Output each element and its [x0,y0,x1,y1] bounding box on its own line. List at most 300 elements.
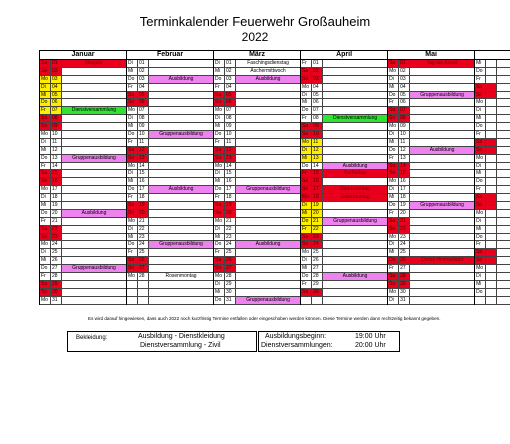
day-number: 25 [311,249,322,257]
weekday: So [127,155,137,163]
weekday: Mi [475,170,485,178]
event [322,297,387,305]
day-cell [213,147,300,155]
day-cell [300,265,387,273]
weekday: Fr [475,76,485,84]
day-number: 13 [224,155,235,163]
event [322,84,387,92]
event [235,163,300,171]
event [409,107,474,115]
day-number: 01 [224,60,235,68]
day-number [485,210,496,218]
event [61,178,126,186]
weekday: So [301,131,311,139]
event: Gruppenausbildung [409,92,474,100]
day-cell [474,84,510,92]
day-cell [300,92,387,100]
weekday: Fr [40,218,50,226]
assembly-start-label: Dienstversammlungen: [261,342,333,349]
weekday: Do [388,257,398,265]
event [148,107,213,115]
weekday: Di [127,226,137,234]
day-cell [126,131,213,139]
day-cell [387,170,474,178]
event [148,68,213,76]
weekday: Fr [127,194,137,202]
day-cell [387,84,474,92]
weekday: So [388,60,398,68]
weekday: Mo [214,273,224,281]
day-number [485,234,496,242]
event [322,139,387,147]
day-number: 03 [224,76,235,84]
weekday: So [388,226,398,234]
day-cell [300,297,387,305]
day-cell [213,139,300,147]
day-cell [126,123,213,131]
day-cell [213,84,300,92]
day-number: 11 [311,139,322,147]
weekday: So [214,210,224,218]
table-row [39,186,510,194]
day-number: 20 [398,210,409,218]
weekday: Sa [301,234,311,242]
event [496,115,510,123]
weekday: Do [214,241,224,249]
day-cell [474,234,510,242]
day-number: 06 [224,99,235,107]
weekday: Di [301,202,311,210]
day-number [137,281,148,289]
day-cell [474,273,510,281]
day-number [485,107,496,115]
event [148,210,213,218]
day-cell [300,170,387,178]
day-number [311,297,322,305]
day-number: 06 [398,99,409,107]
event [148,265,213,273]
event [148,226,213,234]
event [409,289,474,297]
event [61,123,126,131]
day-number: 22 [398,226,409,234]
table-row [39,241,510,249]
day-number: 07 [50,107,61,115]
event [235,226,300,234]
event [61,289,126,297]
day-cell [39,131,126,139]
month-header: März [213,50,300,60]
event [61,297,126,305]
weekday: Mi [40,202,50,210]
day-number [485,84,496,92]
day-cell [126,163,213,171]
table-row [39,68,510,76]
event [496,257,510,265]
weekday: Mi [127,234,137,242]
day-number [485,123,496,131]
day-number: 06 [137,99,148,107]
day-number: 10 [50,131,61,139]
weekday: Mo [388,68,398,76]
weekday: Mi [214,123,224,131]
day-number: 02 [50,68,61,76]
day-number: 30 [398,289,409,297]
day-cell [387,289,474,297]
event [235,257,300,265]
table-row [39,139,510,147]
day-cell [213,249,300,257]
event: Ausbildung [148,186,213,194]
weekday: So [388,115,398,123]
table-row [39,60,510,68]
weekday: Fr [214,139,224,147]
event [148,163,213,171]
day-number: 30 [224,289,235,297]
day-number [137,289,148,297]
event [322,123,387,131]
day-number: 30 [50,289,61,297]
event [322,234,387,242]
day-cell [126,92,213,100]
weekday: So [388,281,398,289]
day-cell [39,76,126,84]
event: Dienstversammlung [322,115,387,123]
table-row [39,147,510,155]
weekday: Do [388,92,398,100]
weekday: Di [301,147,311,155]
day-number: 12 [311,147,322,155]
day-cell [213,273,300,281]
day-number: 07 [137,107,148,115]
day-number [485,76,496,84]
event [322,289,387,297]
day-cell [474,178,510,186]
day-cell [39,92,126,100]
day-number: 02 [311,68,322,76]
day-number: 11 [398,139,409,147]
weekday: Mo [214,218,224,226]
weekday: So [475,92,485,100]
day-number [485,186,496,194]
day-number: 11 [137,139,148,147]
table-row [39,249,510,257]
day-cell [387,210,474,218]
day-cell [213,60,300,68]
weekday: Sa [214,202,224,210]
weekday: Di [475,273,485,281]
day-cell [39,155,126,163]
day-cell [39,163,126,171]
day-number: 10 [137,131,148,139]
event [322,68,387,76]
weekday: Do [127,186,137,194]
event [496,249,510,257]
day-number: 16 [137,178,148,186]
event [496,265,510,273]
day-number: 17 [137,186,148,194]
day-number: 03 [311,76,322,84]
weekday: Mi [301,99,311,107]
weekday: Sa [301,123,311,131]
event [322,202,387,210]
day-number: 12 [224,147,235,155]
weekday: Do [301,218,311,226]
day-cell [39,210,126,218]
weekday: Sa [214,147,224,155]
day-number [485,68,496,76]
weekday: Do [127,241,137,249]
day-number [485,178,496,186]
weekday: Mi [475,115,485,123]
table-row [39,297,510,305]
day-cell [387,68,474,76]
weekday: So [127,99,137,107]
event: Gruppenausbildung [61,155,126,163]
year-label: 2022 [241,30,269,44]
day-number: 08 [137,115,148,123]
weekday: Mi [388,84,398,92]
weekday: Mo [40,297,50,305]
table-row [39,202,510,210]
event [61,170,126,178]
event [235,84,300,92]
weekday [127,281,137,289]
day-number: 27 [224,265,235,273]
day-cell [213,170,300,178]
day-number [485,194,496,202]
weekday: So [475,257,485,265]
event [496,76,510,84]
event [322,107,387,115]
day-cell [474,210,510,218]
day-cell [474,107,510,115]
table-row [39,92,510,100]
event [148,234,213,242]
event [235,194,300,202]
weekday: Do [388,147,398,155]
event [409,99,474,107]
day-number: 03 [137,76,148,84]
day-cell [300,131,387,139]
day-cell [474,92,510,100]
day-number: 03 [398,76,409,84]
day-cell [474,194,510,202]
weekday: Fr [214,194,224,202]
day-cell [39,257,126,265]
weekday: Mo [40,241,50,249]
day-cell [387,281,474,289]
day-cell [39,123,126,131]
day-cell [300,123,387,131]
day-number: 13 [311,155,322,163]
month-header: Januar [39,50,126,60]
day-number [485,147,496,155]
weekday: So [475,202,485,210]
event: Ausbildung [235,76,300,84]
weekday: Di [475,163,485,171]
event: Christi Himmelfahrt [409,257,474,265]
day-number [485,131,496,139]
weekday: Sa [40,226,50,234]
day-number: 25 [398,249,409,257]
day-number: 05 [398,92,409,100]
weekday: Sa [40,281,50,289]
event [496,131,510,139]
event: Faschingsdienstag [235,60,300,68]
event [496,241,510,249]
day-number: 15 [137,170,148,178]
event [409,265,474,273]
event [148,289,213,297]
weekday: Fr [388,210,398,218]
event [235,249,300,257]
day-cell [387,186,474,194]
weekday: Fr [301,226,311,234]
weekday: Do [475,234,485,242]
weekday: Fr [40,107,50,115]
weekday: Mo [301,139,311,147]
day-cell [474,115,510,123]
event [235,92,300,100]
day-number: 29 [224,281,235,289]
day-number: 14 [137,163,148,171]
day-number: 22 [137,226,148,234]
day-number: 12 [398,147,409,155]
weekday: So [214,155,224,163]
day-cell [126,218,213,226]
day-cell [387,99,474,107]
day-cell [474,257,510,265]
weekday: Mo [40,131,50,139]
day-number: 20 [50,210,61,218]
day-number: 15 [224,170,235,178]
weekday: Fr [388,99,398,107]
event [409,123,474,131]
event [61,139,126,147]
event [409,186,474,194]
day-cell [213,107,300,115]
weekday: Mo [127,273,137,281]
weekday: Di [127,115,137,123]
weekday: Sa [301,178,311,186]
event [496,107,510,115]
event [148,139,213,147]
weekday: Do [475,68,485,76]
weekday: Mi [127,178,137,186]
day-cell [39,273,126,281]
day-cell [39,178,126,186]
weekday: Sa [127,147,137,155]
weekday: Di [40,84,50,92]
day-number: 31 [50,297,61,305]
day-number: 16 [311,178,322,186]
day-number: 19 [311,202,322,210]
weekday: Mo [127,163,137,171]
weekday: Fr [40,273,50,281]
weekday: Di [388,76,398,84]
event: Gruppenausbildung [61,265,126,273]
event [322,281,387,289]
weekday: Sa [388,218,398,226]
clothing-training: Ausbildung - Dienstkleidung [138,333,225,340]
day-number: 21 [398,218,409,226]
day-number: 09 [137,123,148,131]
day-number [485,163,496,171]
event: Ausbildung [61,210,126,218]
event [496,218,510,226]
day-cell [387,92,474,100]
event [409,194,474,202]
weekday: Do [475,178,485,186]
event [235,281,300,289]
day-cell [39,170,126,178]
day-number: 21 [50,218,61,226]
disclaimer-note: Es wird darauf hingewiesen, dass auch 2022 noch kurzfristig Termine entfallen oder eingeschoben werden können. Diese Termine werden dann rechtzeitig bekannt gegeben. [88,316,441,321]
day-number: 09 [311,123,322,131]
weekday: Do [40,155,50,163]
event [409,115,474,123]
day-cell [474,249,510,257]
day-number: 27 [137,265,148,273]
day-number: 28 [224,273,235,281]
event [409,76,474,84]
day-cell [300,281,387,289]
weekday: Di [388,297,398,305]
event [409,163,474,171]
weekday: Sa [127,202,137,210]
page-title: Terminkalender Feuerwehr Großauheim [139,14,371,29]
table-row [39,194,510,202]
day-number: 11 [224,139,235,147]
event: Neujahr [61,60,126,68]
day-cell [474,241,510,249]
day-cell [39,115,126,123]
day-number [485,139,496,147]
day-number: 16 [50,178,61,186]
weekday: Di [214,60,224,68]
day-number: 28 [311,273,322,281]
weekday: Sa [214,92,224,100]
event [61,234,126,242]
day-number: 08 [50,115,61,123]
event [61,131,126,139]
event [322,249,387,257]
event [61,115,126,123]
day-cell [126,170,213,178]
weekday: Mo [388,289,398,297]
event [496,202,510,210]
day-number: 18 [50,194,61,202]
day-cell [126,297,213,305]
day-number: 17 [311,186,322,194]
day-number [485,257,496,265]
day-number: 09 [224,123,235,131]
day-cell [126,68,213,76]
day-cell [474,163,510,171]
day-cell [213,281,300,289]
training-start-value: 19:00 Uhr [355,333,386,340]
table-row [39,170,510,178]
day-number: 30 [311,289,322,297]
event: Karfreitag [322,170,387,178]
clothing-legend [67,331,257,352]
day-cell [39,241,126,249]
day-number: 25 [50,249,61,257]
day-cell [39,147,126,155]
event [496,92,510,100]
table-row [39,257,510,265]
